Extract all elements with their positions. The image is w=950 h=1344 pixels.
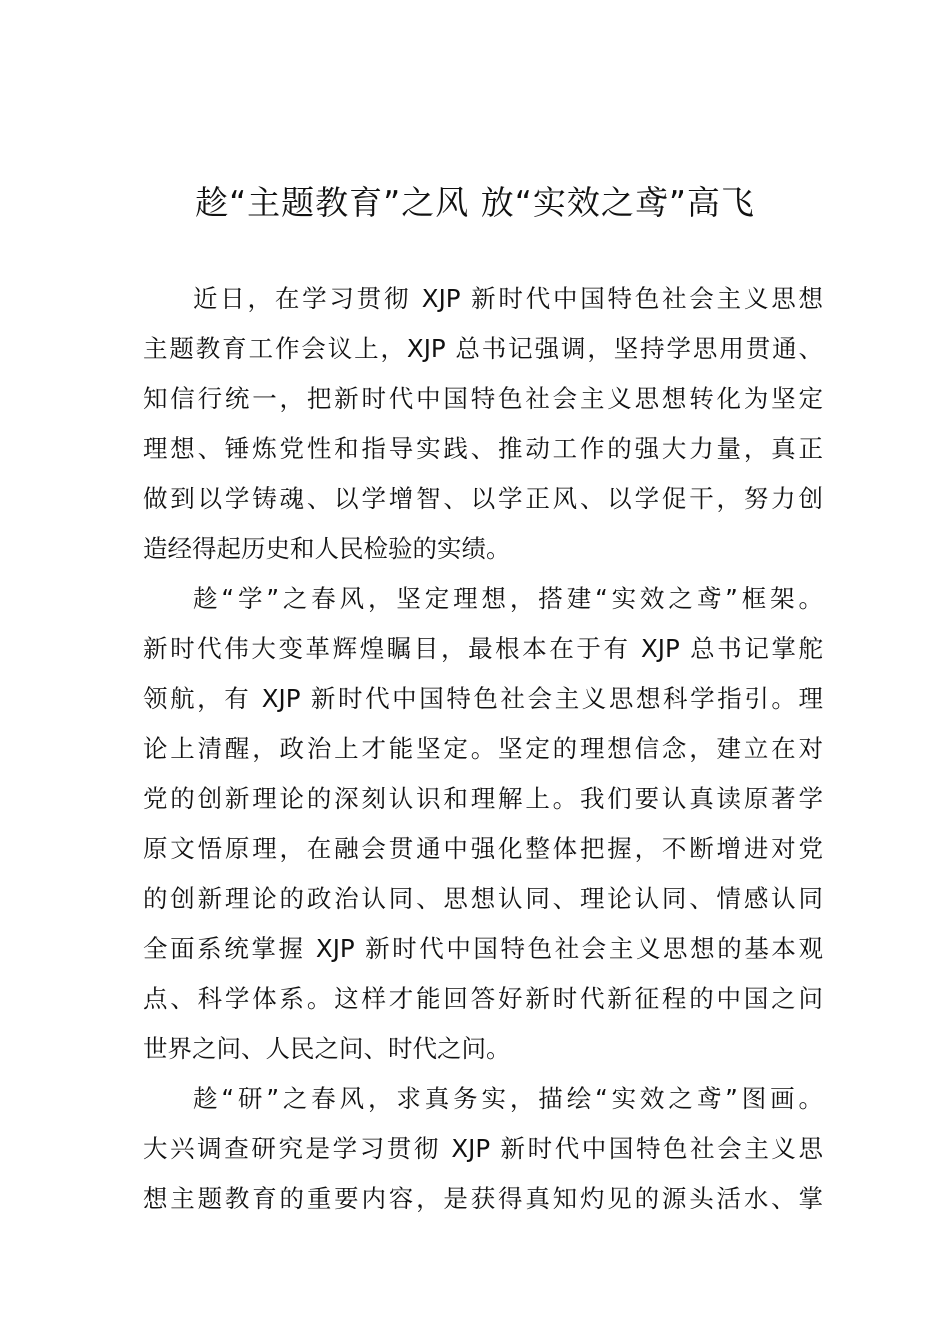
paragraph (143, 574, 823, 1074)
text-line: 世界之问、人民之问、时代之问。 (143, 1034, 511, 1063)
text-line: 论上清醒，政治上才能坚定。坚定的理想信念，建立在对 (143, 734, 823, 763)
text-line: 点、科学体系。这样才能回答好新时代新征程的中国之问 (143, 984, 823, 1013)
text-line: 领航，有 XJP 新时代中国特色社会主义思想科学指引。理 (143, 684, 823, 713)
text-line: 主题教育工作会议上，XJP 总书记强调，坚持学思用贯通、 (143, 334, 823, 363)
text-line: 趁“学”之春风，坚定理想，搭建“实效之鸢”框架。 (193, 584, 823, 613)
document-title: 趁“主题教育”之风 放“实效之鸢”高飞 (195, 183, 755, 222)
paragraph (143, 274, 823, 574)
text-line: 想主题教育的重要内容，是获得真知灼见的源头活水、掌 (143, 1184, 823, 1213)
text-line: 造经得起历史和人民检验的实绩。 (143, 534, 511, 563)
text-line: 知信行统一，把新时代中国特色社会主义思想转化为坚定 (143, 384, 823, 413)
text-line: 原文悟原理，在融会贯通中强化整体把握，不断增进对党 (143, 834, 823, 863)
text-line: 理想、锤炼党性和指导实践、推动工作的强大力量，真正 (143, 434, 823, 463)
document-body (143, 274, 823, 1224)
text-line: 做到以学铸魂、以学增智、以学正风、以学促干，努力创 (143, 484, 823, 513)
paragraph (143, 1074, 823, 1224)
text-line: 大兴调查研究是学习贯彻 XJP 新时代中国特色社会主义思 (143, 1134, 823, 1163)
text-line: 全面系统掌握 XJP 新时代中国特色社会主义思想的基本观 (143, 934, 823, 963)
text-line: 近日，在学习贯彻 XJP 新时代中国特色社会主义思想 (193, 284, 823, 313)
text-line: 趁“研”之春风，求真务实，描绘“实效之鸢”图画。 (193, 1084, 823, 1113)
text-line: 的创新理论的政治认同、思想认同、理论认同、情感认同 (143, 884, 823, 913)
text-line: 新时代伟大变革辉煌瞩目，最根本在于有 XJP 总书记掌舵 (143, 634, 823, 663)
text-line: 党的创新理论的深刻认识和理解上。我们要认真读原著学 (143, 784, 823, 813)
